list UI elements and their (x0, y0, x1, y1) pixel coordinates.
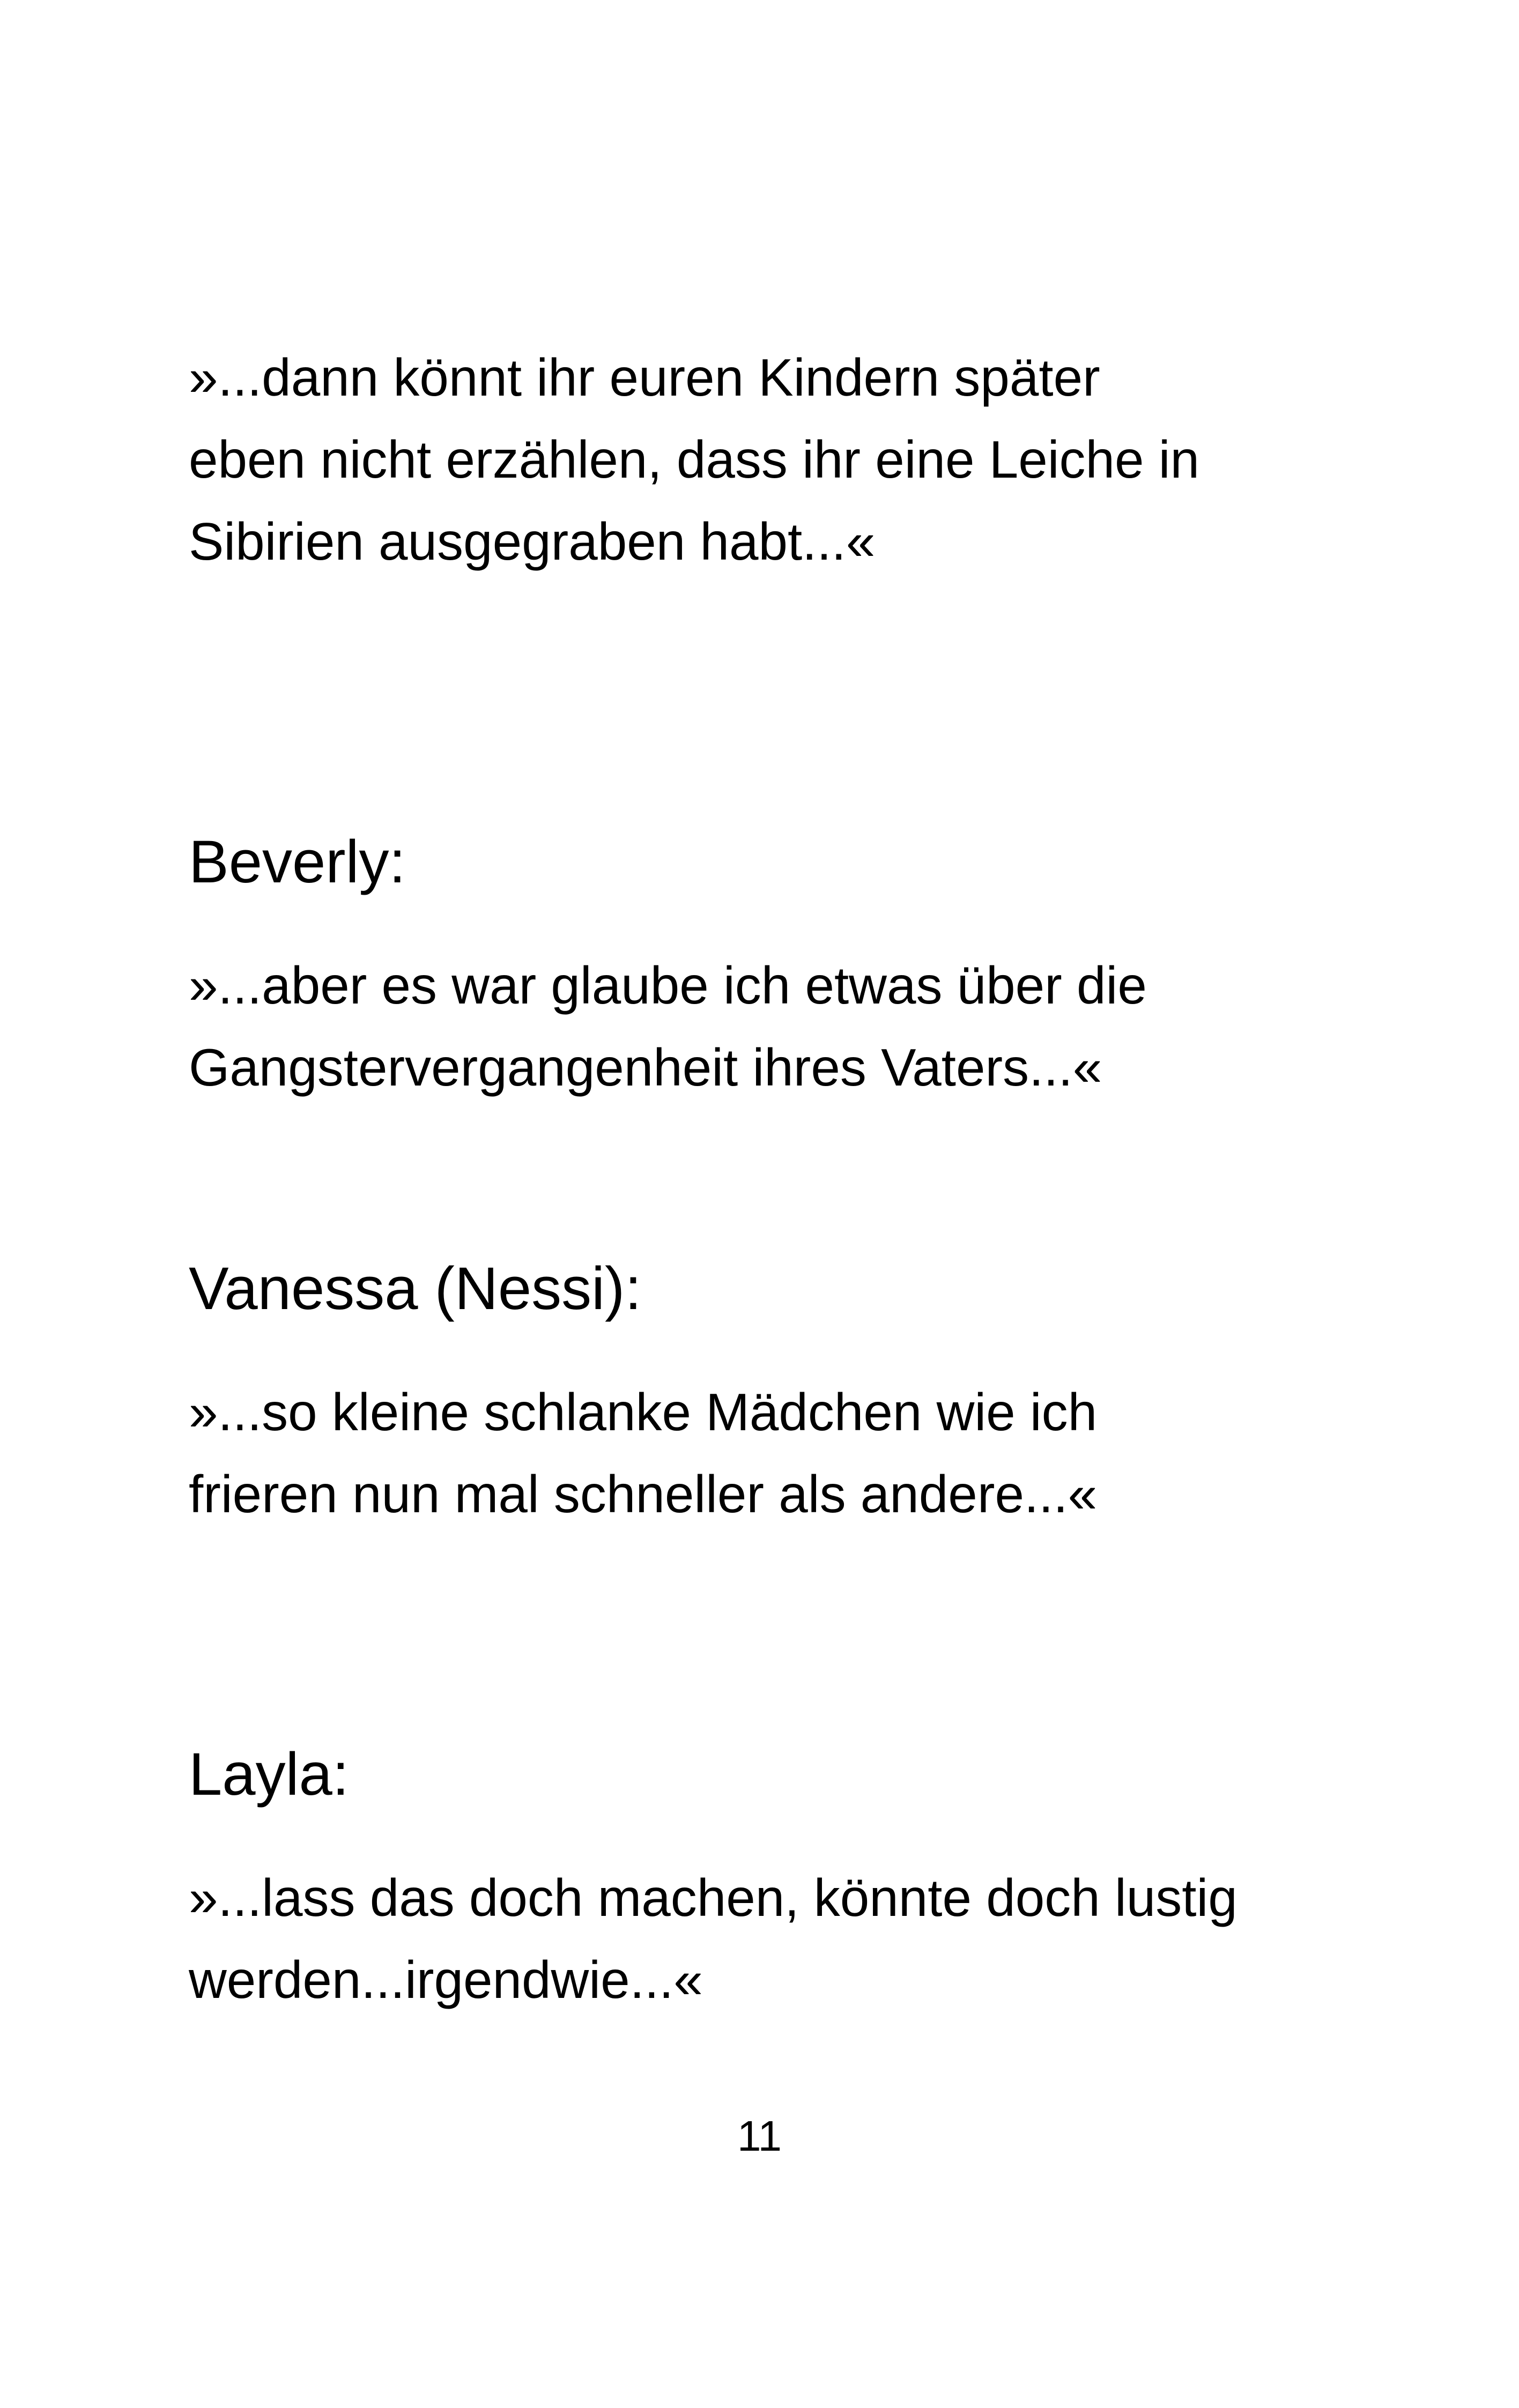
speaker-entry-layla (189, 1737, 1368, 1812)
quote-vanessa (189, 1371, 1368, 1535)
quote-beverly (189, 945, 1368, 1109)
quote-line: »...dann könnt ihr euren Kindern später (189, 348, 1100, 407)
speaker-entry-vanessa (189, 1251, 1368, 1326)
quote-layla (189, 1857, 1368, 2021)
intro-quote (189, 337, 1368, 583)
quote-line: Sibirien ausgegraben habt...« (189, 512, 876, 571)
quote-line: eben nicht erzählen, dass ihr eine Leiche in (189, 430, 1200, 489)
speaker-name: Beverly: (189, 828, 406, 895)
quote-line: »...aber es war glaube ich etwas über die (189, 956, 1147, 1015)
quote-line: »...lass das doch machen, könnte doch lustig (189, 1868, 1238, 1927)
speaker-entry-beverly (189, 824, 1368, 900)
quote-line: werden...irgendwie...« (189, 1950, 703, 2009)
quote-line: Gangstervergangenheit ihres Vaters...« (189, 1038, 1102, 1097)
quote-line: frieren nun mal schneller als andere...« (189, 1465, 1098, 1523)
speaker-name: Vanessa (Nessi): (189, 1255, 642, 1322)
speaker-name: Layla: (189, 1741, 349, 1808)
quote-line: »...so kleine schlanke Mädchen wie ich (189, 1383, 1098, 1441)
page-number: 11 (737, 2112, 782, 2160)
